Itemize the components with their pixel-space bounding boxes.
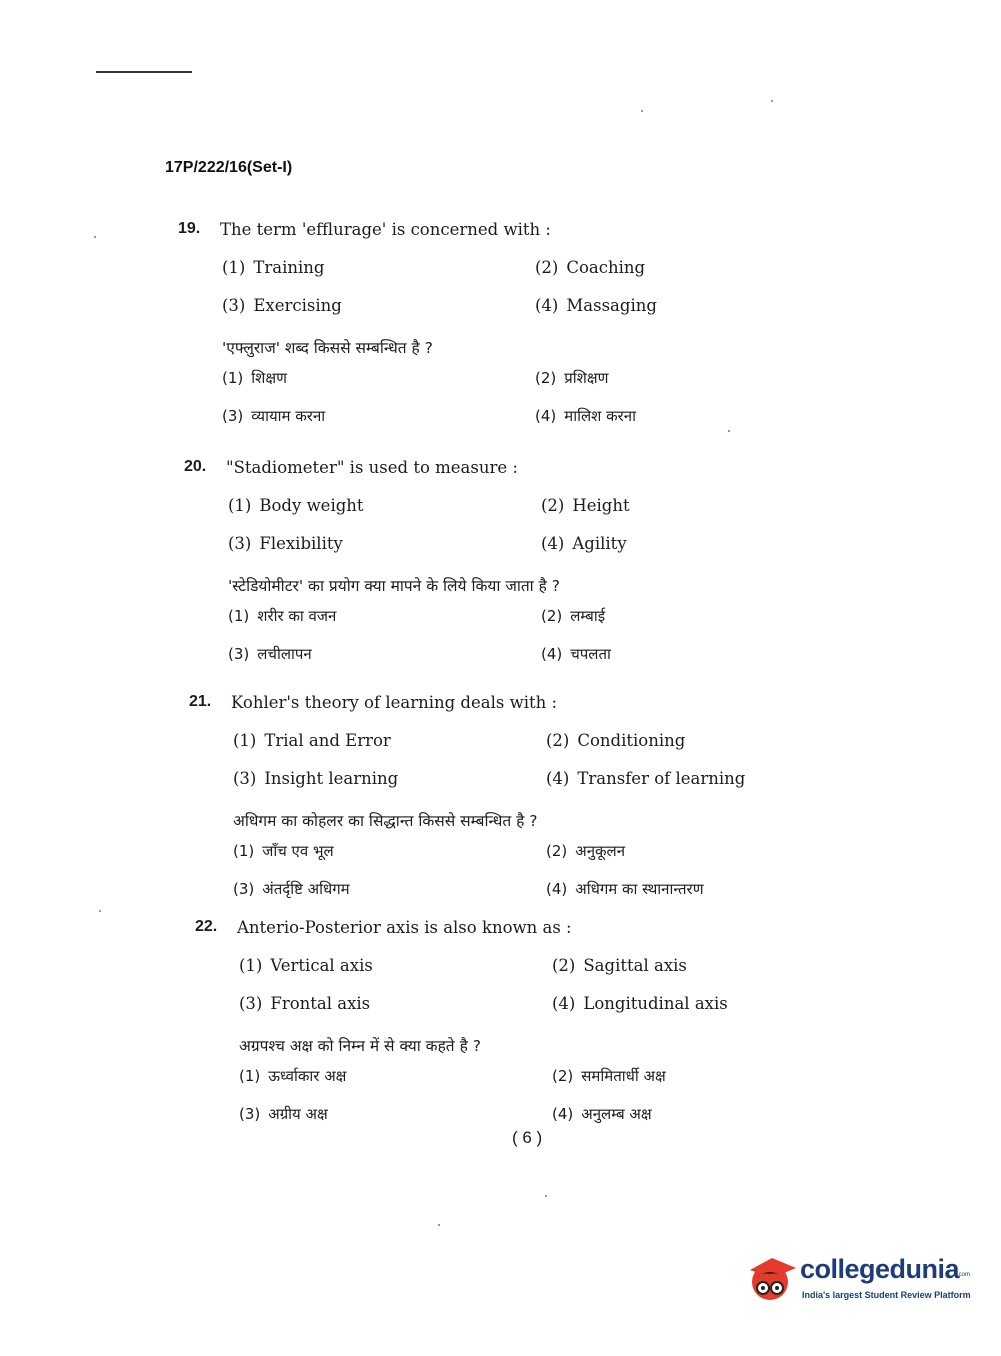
option-1-en: (1) Vertical axis bbox=[239, 956, 373, 975]
brand-tagline: India's largest Student Review Platform bbox=[802, 1290, 971, 1300]
option-4-hi: (4) चपलता bbox=[541, 645, 611, 663]
option-2-hi: (2) प्रशिक्षण bbox=[535, 369, 609, 387]
brand-name: collegedunia bbox=[800, 1254, 960, 1284]
option-1-en: (1) Trial and Error bbox=[233, 731, 391, 750]
option-3-hi: (3) व्यायाम करना bbox=[222, 407, 326, 425]
scan-speck bbox=[99, 910, 101, 912]
question-number: 20. bbox=[184, 458, 207, 475]
page-number: ( 6 ) bbox=[512, 1128, 543, 1147]
question-text-hi: 'एफ्लुराज' शब्द किससे सम्बन्धित है ? bbox=[222, 339, 433, 357]
question-number: 22. bbox=[195, 918, 218, 935]
option-1-en: (1) Training bbox=[222, 258, 325, 277]
brand-domain-suffix: .com bbox=[957, 1272, 971, 1278]
scan-speck bbox=[771, 100, 773, 102]
collegedunia-mascot-icon bbox=[742, 1250, 802, 1310]
option-4-hi: (4) अनुलम्ब अक्ष bbox=[552, 1105, 652, 1123]
option-4-en: (4) Longitudinal axis bbox=[552, 994, 728, 1013]
option-2-en: (2) Height bbox=[541, 496, 630, 515]
option-3-en: (3) Insight learning bbox=[233, 769, 399, 788]
top-rule bbox=[96, 71, 192, 73]
question-text-hi: 'स्टेडियोमीटर' का प्रयोग क्या मापने के लिये किया जाता है ? bbox=[228, 577, 560, 595]
option-2-en: (2) Conditioning bbox=[546, 731, 686, 750]
scan-speck bbox=[438, 1224, 440, 1226]
question-text-en: "Stadiometer" is used to measure : bbox=[226, 458, 518, 477]
option-4-en: (4) Transfer of learning bbox=[546, 769, 746, 788]
question-text-hi: अधिगम का कोहलर का सिद्धान्त किससे सम्बन्धित है ? bbox=[233, 812, 538, 830]
option-1-hi: (1) शिक्षण bbox=[222, 369, 287, 387]
option-3-en: (3) Frontal axis bbox=[239, 994, 371, 1013]
option-3-en: (3) Exercising bbox=[222, 296, 342, 315]
question-text-hi: अग्रपश्च अक्ष को निम्न में से क्या कहते है ? bbox=[239, 1037, 481, 1055]
option-3-hi: (3) लचीलापन bbox=[228, 645, 312, 663]
question-text-en: Anterio-Posterior axis is also known as : bbox=[237, 918, 572, 937]
option-3-hi: (3) अंतर्दृष्टि अधिगम bbox=[233, 880, 350, 898]
question-number: 19. bbox=[178, 220, 201, 237]
option-3-hi: (3) अग्रीय अक्ष bbox=[239, 1105, 328, 1123]
paper-code: 17P/222/16(Set-I) bbox=[165, 159, 293, 176]
option-1-en: (1) Body weight bbox=[228, 496, 364, 515]
question-number: 21. bbox=[189, 693, 212, 710]
option-3-en: (3) Flexibility bbox=[228, 534, 343, 553]
option-4-hi: (4) मालिश करना bbox=[535, 407, 636, 425]
option-4-en: (4) Massaging bbox=[535, 296, 657, 315]
option-2-hi: (2) लम्बाई bbox=[541, 607, 606, 625]
scan-speck bbox=[728, 430, 730, 432]
question-text-en: Kohler's theory of learning deals with : bbox=[231, 693, 558, 712]
option-2-en: (2) Sagittal axis bbox=[552, 956, 687, 975]
scan-speck bbox=[545, 1195, 547, 1197]
option-4-en: (4) Agility bbox=[541, 534, 627, 553]
option-1-hi: (1) शरीर का वजन bbox=[228, 607, 337, 625]
option-1-hi: (1) ऊर्ध्वाकार अक्ष bbox=[239, 1067, 347, 1085]
collegedunia-watermark bbox=[742, 1250, 972, 1310]
scan-speck bbox=[94, 236, 96, 238]
option-2-en: (2) Coaching bbox=[535, 258, 646, 277]
option-2-hi: (2) सममितार्धी अक्ष bbox=[552, 1067, 666, 1085]
scan-speck bbox=[641, 110, 643, 112]
option-1-hi: (1) जाँच एव भूल bbox=[233, 842, 334, 860]
question-text-en: The term 'efflurage' is concerned with : bbox=[220, 220, 551, 239]
option-4-hi: (4) अधिगम का स्थानान्तरण bbox=[546, 880, 704, 898]
option-2-hi: (2) अनुकूलन bbox=[546, 842, 626, 860]
